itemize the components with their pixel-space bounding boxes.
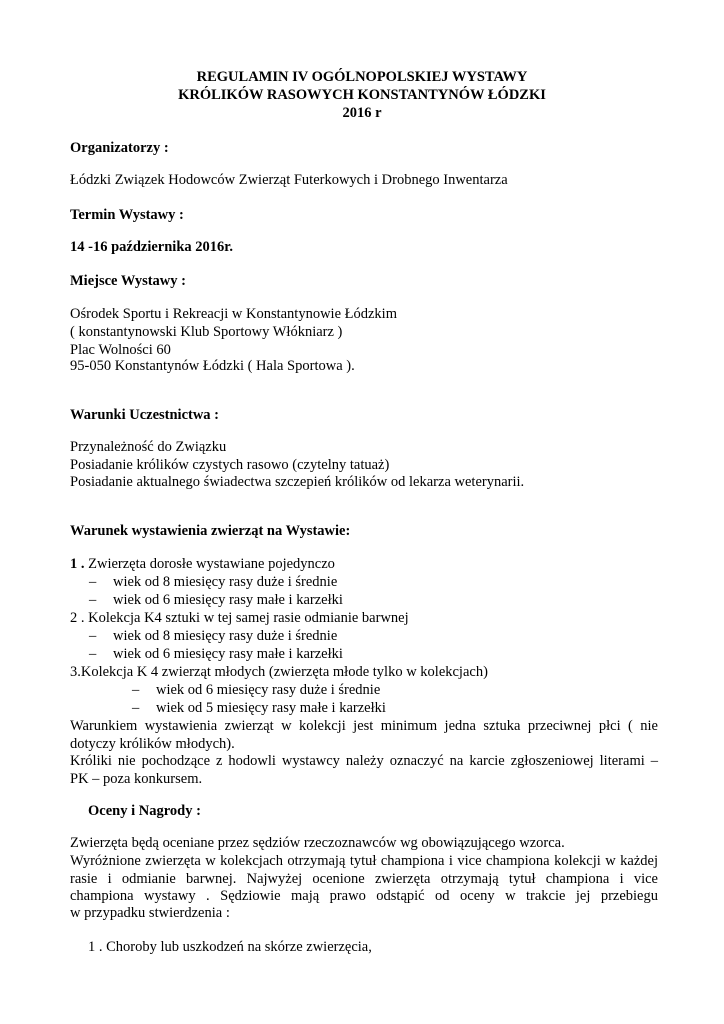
title-line-3: 2016 r <box>342 105 382 121</box>
exhibition-item-1 <box>70 555 335 573</box>
sub-item-text: wiek od 6 miesięcy rasy małe i karzełki <box>113 592 343 608</box>
exhibition-heading: Warunek wystawienia zwierząt na Wystawie: <box>70 523 351 539</box>
exhibition-item-2: 2 . Kolekcja K4 sztuki w tej samej rasie odmianie barwnej <box>70 610 409 626</box>
sub-item <box>89 645 343 663</box>
title-line-2: KRÓLIKÓW RASOWYCH KONSTANTYNÓW ŁÓDZKI <box>178 87 546 103</box>
exhibition-paragraph-line: Warunkiem wystawienia zwierząt w kolekcji jest minimum jedna sztuka przeciwnej płci ( nie <box>70 718 658 734</box>
item-number: 1 . <box>70 556 85 572</box>
dash-bullet: – <box>132 700 140 716</box>
venue-heading: Miejsce Wystawy : <box>70 273 186 289</box>
sub-item-text: wiek od 8 miesięcy rasy duże i średnie <box>113 628 338 644</box>
venue-line: ( konstantynowski Klub Sportowy Włókniarz ) <box>70 324 343 340</box>
dash-bullet: – <box>132 682 140 698</box>
awards-line: w przypadku stwierdzenia : <box>70 905 230 921</box>
awards-list-item: 1 . Choroby lub uszkodzeń na skórze zwierzęcia, <box>88 939 372 955</box>
awards-heading: Oceny i Nagrody : <box>88 803 201 819</box>
item-text: Zwierzęta dorosłe wystawiane pojedynczo <box>84 556 335 572</box>
exhibition-paragraph-line: dotyczy królików młodych). <box>70 736 235 752</box>
date-text: 14 -16 października 2016r. <box>70 239 233 255</box>
sub-item <box>89 591 343 609</box>
awards-line: championa wystawy . Sędziowie mają prawo odstąpić od oceny w trakcie jej przebiegu <box>70 888 658 904</box>
dash-bullet: – <box>89 574 97 590</box>
venue-line: 95-050 Konstantynów Łódzki ( Hala Sportowa ). <box>70 358 355 374</box>
sub-item-text: wiek od 5 miesięcy rasy małe i karzełki <box>156 700 386 716</box>
sub-item-text: wiek od 6 miesięcy rasy duże i średnie <box>156 682 381 698</box>
organizers-heading: Organizatorzy : <box>70 140 169 156</box>
sub-item-text: wiek od 6 miesięcy rasy małe i karzełki <box>113 646 343 662</box>
venue-line: Ośrodek Sportu i Rekreacji w Konstantynowie Łódzkim <box>70 306 397 322</box>
awards-line: Zwierzęta będą oceniane przez sędziów rzeczoznawców wg obowiązującego wzorca. <box>70 835 565 851</box>
sub-item <box>89 627 337 645</box>
awards-line: Wyróżnione zwierzęta w kolekcjach otrzymają tytuł championa i vice championa kolekcji w każdej <box>70 853 658 869</box>
conditions-line: Posiadanie aktualnego świadectwa szczepień królików od lekarza weterynarii. <box>70 474 525 490</box>
sub-item-text: wiek od 8 miesięcy rasy duże i średnie <box>113 574 338 590</box>
exhibition-item-3: 3.Kolekcja K 4 zwierząt młodych (zwierzęta młode tylko w kolekcjach) <box>70 664 488 680</box>
organizers-text: Łódzki Związek Hodowców Zwierząt Futerkowych i Drobnego Inwentarza <box>70 172 508 188</box>
awards-line: rasie i odmianie barwnej. Najwyżej ocenione zwierzęta otrzymają tytuł championa i vice <box>70 871 658 887</box>
sub-item <box>89 573 337 591</box>
sub-item <box>132 699 386 717</box>
conditions-heading: Warunki Uczestnictwa : <box>70 407 220 423</box>
exhibition-paragraph-line: Króliki nie pochodzące z hodowli wystawcy należy oznaczyć na karcie zgłoszeniowej literami – <box>70 753 658 769</box>
exhibition-paragraph-line: PK – poza konkursem. <box>70 771 203 787</box>
sub-item <box>132 681 380 699</box>
venue-line: Plac Wolności 60 <box>70 342 171 358</box>
conditions-line: Posiadanie królików czystych rasowo (czytelny tatuaż) <box>70 457 390 473</box>
dash-bullet: – <box>89 628 97 644</box>
conditions-line: Przynależność do Związku <box>70 439 227 455</box>
title-line-1: REGULAMIN IV OGÓLNOPOLSKIEJ WYSTAWY <box>196 69 528 85</box>
dash-bullet: – <box>89 646 97 662</box>
dash-bullet: – <box>89 592 97 608</box>
date-heading: Termin Wystawy : <box>70 207 184 223</box>
